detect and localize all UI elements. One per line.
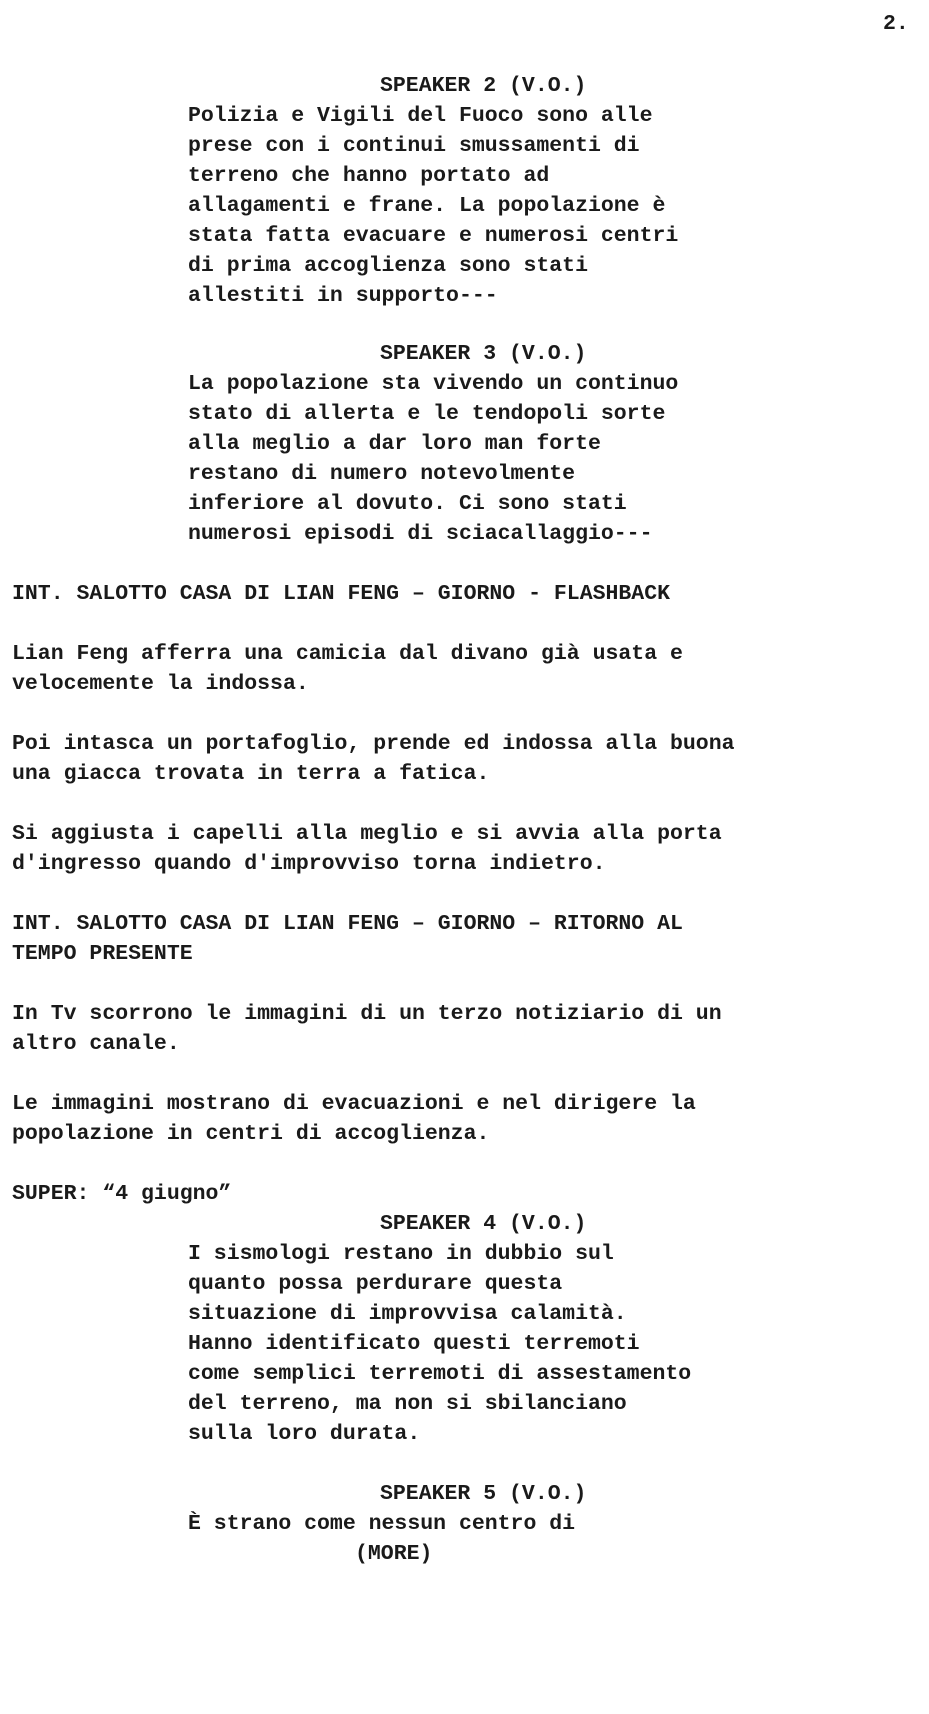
character-cue: SPEAKER 4 (V.O.)	[380, 1212, 587, 1236]
scene-heading: INT. SALOTTO CASA DI LIAN FENG – GIORNO – RITORNO AL	[12, 912, 683, 936]
dialogue-line: I sismologi restano in dubbio sul	[188, 1242, 614, 1266]
dialogue-line: prese con i continui smussamenti di	[188, 134, 640, 158]
character-cue: SPEAKER 5 (V.O.)	[380, 1482, 587, 1506]
dialogue-line: allagamenti e frane. La popolazione è	[188, 194, 666, 218]
action-line: Lian Feng afferra una camicia dal divano già usata e	[12, 642, 683, 666]
more-marker: (MORE)	[355, 1542, 433, 1566]
character-cue: SPEAKER 3 (V.O.)	[380, 342, 587, 366]
dialogue-line: stato di allerta e le tendopoli sorte	[188, 402, 666, 426]
scene-heading: TEMPO PRESENTE	[12, 942, 193, 966]
dialogue-line: La popolazione sta vivendo un continuo	[188, 372, 679, 396]
character-cue: SPEAKER 2 (V.O.)	[380, 74, 587, 98]
action-line: una giacca trovata in terra a fatica.	[12, 762, 490, 786]
dialogue-line: quanto possa perdurare questa	[188, 1272, 563, 1296]
dialogue-line: restano di numero notevolmente	[188, 462, 576, 486]
dialogue-line: allestiti in supporto---	[188, 284, 498, 308]
dialogue-line: sulla loro durata.	[188, 1422, 421, 1446]
action-line: Le immagini mostrano di evacuazioni e nel dirigere la	[12, 1092, 696, 1116]
page-number: 2.	[883, 12, 909, 36]
action-line: popolazione in centri di accoglienza.	[12, 1122, 490, 1146]
dialogue-line: stata fatta evacuare e numerosi centri	[188, 224, 679, 248]
super-title: SUPER: “4 giugno”	[12, 1182, 232, 1206]
action-line: d'ingresso quando d'improvviso torna indietro.	[12, 852, 606, 876]
dialogue-line: Hanno identificato questi terremoti	[188, 1332, 640, 1356]
dialogue-line: di prima accoglienza sono stati	[188, 254, 588, 278]
scene-heading: INT. SALOTTO CASA DI LIAN FENG – GIORNO - FLASHBACK	[12, 582, 671, 606]
dialogue-line: situazione di improvvisa calamità.	[188, 1302, 627, 1326]
action-line: In Tv scorrono le immagini di un terzo notiziario di un	[12, 1002, 722, 1026]
dialogue-line: inferiore al dovuto. Ci sono stati	[188, 492, 627, 516]
action-line: Si aggiusta i capelli alla meglio e si avvia alla porta	[12, 822, 722, 846]
dialogue-line: come semplici terremoti di assestamento	[188, 1362, 692, 1386]
dialogue-line: Polizia e Vigili del Fuoco sono alle	[188, 104, 653, 128]
dialogue-line: È strano come nessun centro di	[188, 1512, 576, 1536]
dialogue-line: numerosi episodi di sciacallaggio---	[188, 522, 653, 546]
action-line: altro canale.	[12, 1032, 180, 1056]
action-line: velocemente la indossa.	[12, 672, 309, 696]
dialogue-line: alla meglio a dar loro man forte	[188, 432, 601, 456]
dialogue-line: terreno che hanno portato ad	[188, 164, 550, 188]
action-line: Poi intasca un portafoglio, prende ed indossa alla buona	[12, 732, 735, 756]
dialogue-line: del terreno, ma non si sbilanciano	[188, 1392, 627, 1416]
